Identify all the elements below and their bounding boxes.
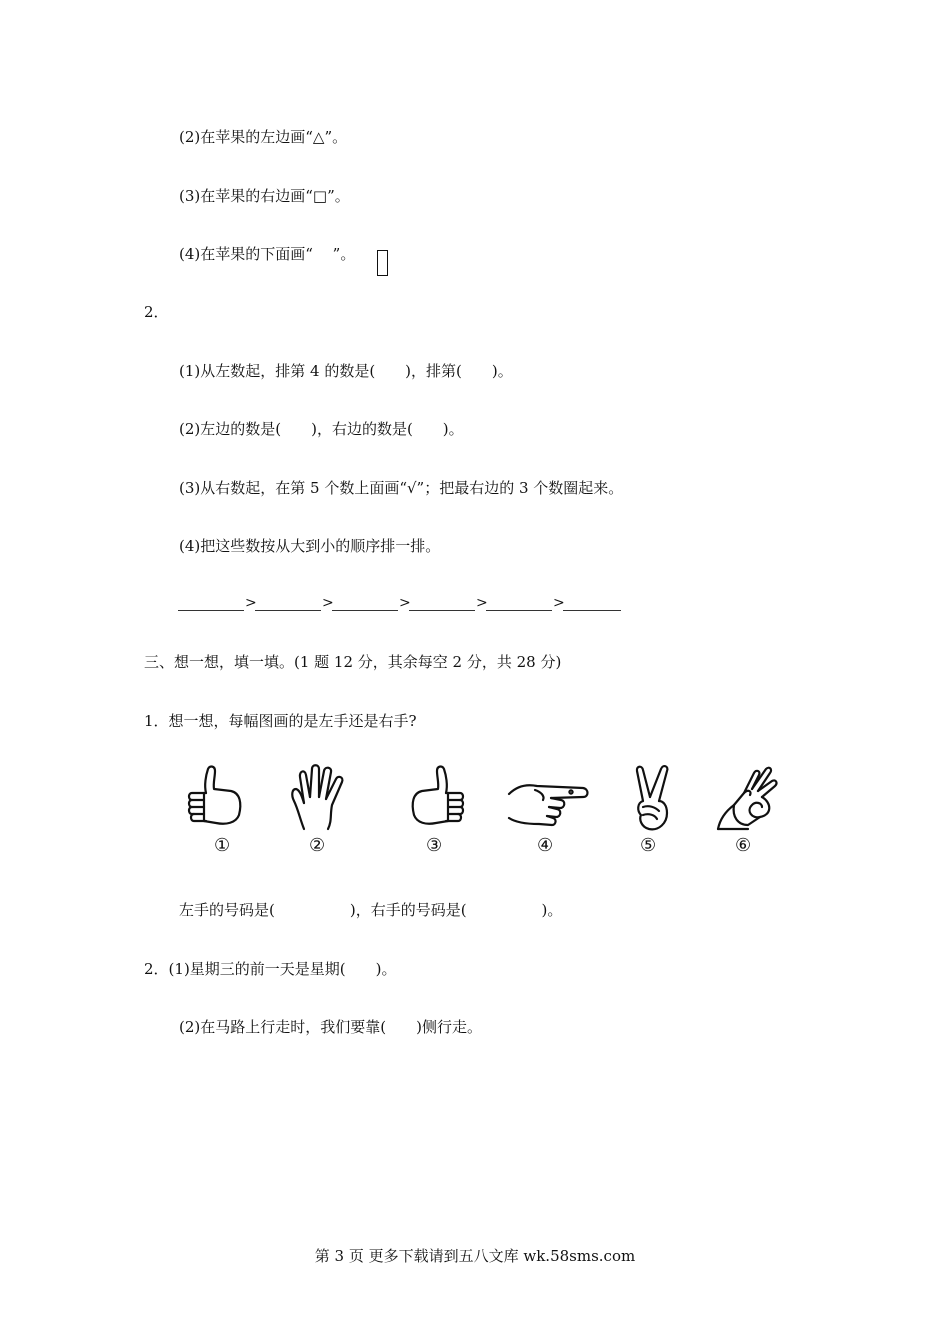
greater-than-sign: > xyxy=(553,595,565,611)
greater-than-sign: > xyxy=(322,595,334,611)
open-palm-hand-2-icon xyxy=(288,763,350,831)
answer-blank[interactable] xyxy=(409,610,475,611)
page-footer: 第 3 页 更多下载请到五八文库 wk.58sms.com xyxy=(314,1247,636,1265)
hand-label-1: ① xyxy=(214,835,231,856)
thumbs-up-hand-1-icon xyxy=(186,763,246,829)
instruction-draw-triangle: (2)在苹果的左边画“△”。 xyxy=(179,128,348,146)
hand-answer-line: 左手的号码是( )，右手的号码是( )。 xyxy=(179,901,563,919)
question-2-item-4: (4)把这些数按从大到小的顺序排一排。 xyxy=(179,537,441,555)
instruction-draw-square: (3)在苹果的右边画“□”。 xyxy=(179,187,350,205)
section-3-question-2-item-2: (2)在马路上行走时，我们要靠( )侧行走。 xyxy=(179,1018,482,1036)
answer-blank[interactable] xyxy=(255,610,321,611)
answer-blank[interactable] xyxy=(563,610,621,611)
missing-glyph-box-icon xyxy=(377,250,388,276)
hand-label-3: ③ xyxy=(426,835,443,856)
answer-blank[interactable] xyxy=(178,610,244,611)
question-2-item-3: (3)从右数起，在第 5 个数上面画“√”；把最右边的 3 个数圈起来。 xyxy=(179,479,624,497)
hand-label-4: ④ xyxy=(537,835,554,856)
answer-blank[interactable] xyxy=(332,610,398,611)
pointing-hand-4-icon xyxy=(505,778,591,830)
question-2-number: 2． xyxy=(144,303,169,321)
answer-blank[interactable] xyxy=(486,610,552,611)
question-2-item-1: (1)从左数起，排第 4 的数是( )，排第( )。 xyxy=(179,362,513,380)
question-2-item-2: (2)左边的数是( )，右边的数是( )。 xyxy=(179,420,464,438)
hand-label-2: ② xyxy=(309,835,326,856)
section-3-heading: 三、想一想，填一填。(1 题 12 分，其余每空 2 分，共 28 分) xyxy=(144,653,562,671)
section-3-question-1: 1．想一想，每幅图画的是左手还是右手? xyxy=(144,712,417,730)
instruction-draw-below: (4)在苹果的下面画“ ”。 xyxy=(179,245,356,263)
hand-label-6: ⑥ xyxy=(735,835,752,856)
hand-label-5: ⑤ xyxy=(640,835,657,856)
greater-than-sign: > xyxy=(399,595,411,611)
thumbs-up-hand-3-icon xyxy=(408,763,466,829)
ok-sign-hand-6-icon xyxy=(714,763,780,833)
greater-than-sign: > xyxy=(245,595,257,611)
section-3-question-2-item-1: 2．(1)星期三的前一天是星期( )。 xyxy=(144,960,397,978)
greater-than-sign: > xyxy=(476,595,488,611)
victory-hand-5-icon xyxy=(633,763,673,833)
